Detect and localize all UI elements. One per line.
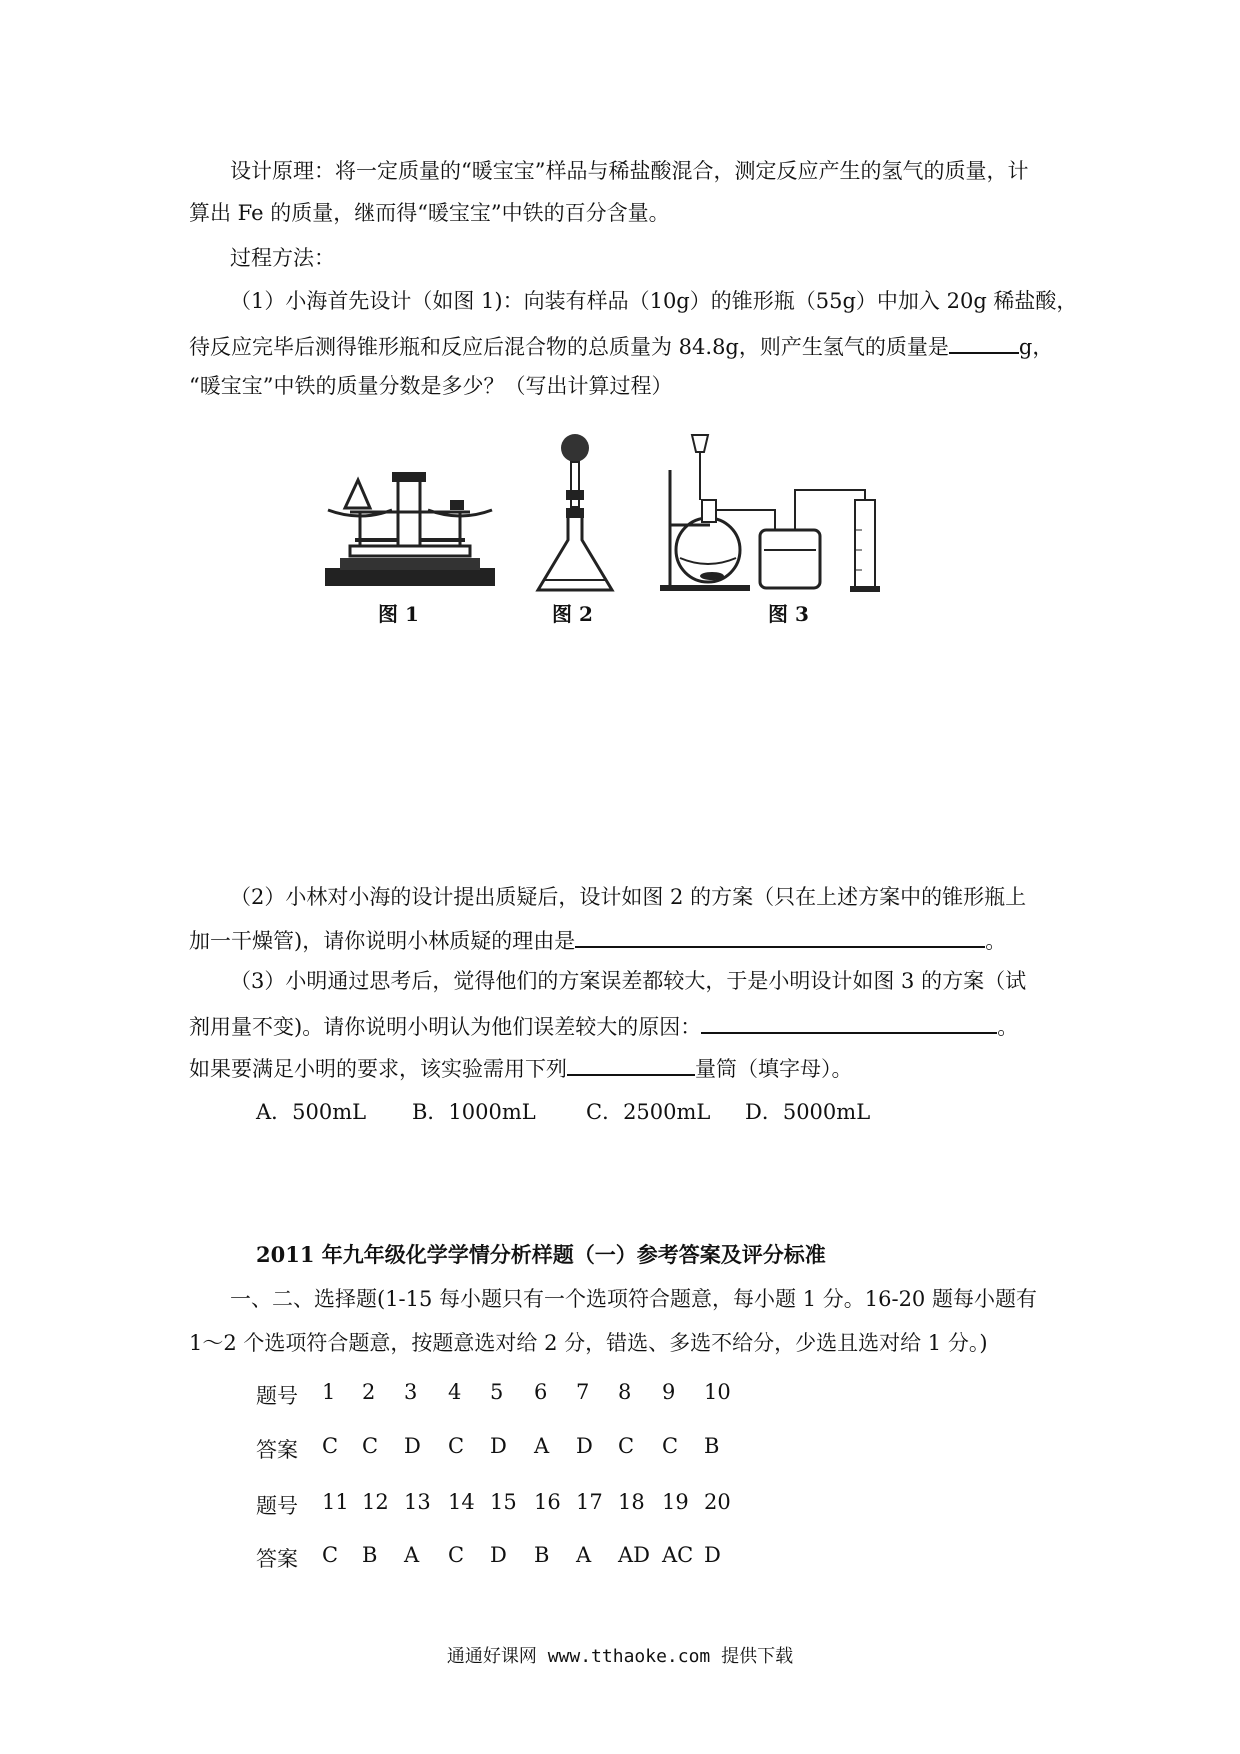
answer-cell: 8 bbox=[618, 1380, 632, 1404]
answer-row-label: 答案 bbox=[256, 1547, 298, 1571]
answer-cell: D bbox=[704, 1543, 721, 1567]
answer-cell: 1 bbox=[322, 1380, 336, 1404]
question-1-line-2 bbox=[189, 330, 1053, 362]
answer-cell: 16 bbox=[534, 1490, 561, 1514]
principle-line-1: 设计原理：将一定质量的“暖宝宝”样品与稀盐酸混合，测定反应产生的氢气的质量，计 bbox=[230, 159, 1029, 183]
answer-cell: B bbox=[534, 1543, 550, 1567]
answer-cell: A bbox=[404, 1543, 420, 1567]
question-3-line-2 bbox=[189, 1010, 1018, 1042]
principle-line-2: 算出 Fe 的质量，继而得“暖宝宝”中铁的百分含量。 bbox=[189, 201, 670, 225]
answer-cell: 7 bbox=[576, 1380, 590, 1404]
answer-cell: D bbox=[490, 1434, 507, 1458]
gas-apparatus-figure bbox=[660, 430, 885, 595]
answer-cell: C bbox=[618, 1434, 635, 1458]
answer-cell: D bbox=[404, 1434, 421, 1458]
cylinder-choice-blank[interactable] bbox=[567, 1052, 695, 1076]
question-1-line-1: （1）小海首先设计（如图 1)：向装有样品（10g）的锥形瓶（55g）中加入 20g 稀盐酸， bbox=[230, 289, 1078, 313]
answer-cell: 17 bbox=[576, 1490, 603, 1514]
answer-cell: B bbox=[362, 1543, 378, 1567]
flask-drying-tube-figure bbox=[530, 430, 620, 595]
answer-cell: A bbox=[576, 1543, 592, 1567]
answer-cell: 11 bbox=[322, 1490, 349, 1514]
footer-credit: 通通好课网 www.tthaoke.com 提供下载 bbox=[446, 1646, 794, 1667]
answer-cell: C bbox=[322, 1434, 339, 1458]
option-b: B．1000mL bbox=[412, 1100, 536, 1124]
answer-cell: D bbox=[490, 1543, 507, 1567]
balance-figure bbox=[320, 450, 500, 590]
answer-cell: AC bbox=[662, 1543, 694, 1567]
question-2-line-2 bbox=[189, 924, 1006, 956]
answer-cell: AD bbox=[618, 1543, 651, 1567]
answer-row-label: 答案 bbox=[256, 1438, 298, 1462]
question-2-text: 加一干燥管)，请你说明小林质疑的理由是 bbox=[189, 929, 576, 953]
answer-intro-line-1: 一、二、选择题(1-15 每小题只有一个选项符合题意，每小题 1 分。16-20 题每小题有 bbox=[230, 1287, 1037, 1311]
question-3-text: 剂用量不变)。请你说明小明认为他们误差较大的原因： bbox=[189, 1015, 702, 1039]
answer-cell: C bbox=[662, 1434, 679, 1458]
question-1-line-3: “暖宝宝”中铁的质量分数是多少？（写出计算过程） bbox=[189, 374, 673, 398]
question-2-line-1: （2）小林对小海的设计提出质疑后，设计如图 2 的方案（只在上述方案中的锥形瓶上 bbox=[230, 885, 1027, 909]
linlin-reason-blank[interactable] bbox=[575, 924, 985, 948]
answer-cell: C bbox=[448, 1543, 465, 1567]
question-3-line-1: （3）小明通过思考后，觉得他们的方案误差都较大，于是小明设计如图 3 的方案（试 bbox=[230, 969, 1027, 993]
answer-row-label: 题号 bbox=[256, 1494, 298, 1518]
option-a: A．500mL bbox=[256, 1100, 367, 1124]
question-3-line-3 bbox=[189, 1052, 853, 1084]
answer-cell: C bbox=[448, 1434, 465, 1458]
answer-row-label: 题号 bbox=[256, 1384, 298, 1408]
question-3-choice-text: 如果要满足小明的要求，该实验需用下列 bbox=[189, 1057, 567, 1081]
question-3-end: 。 bbox=[997, 1015, 1019, 1039]
answer-cell: 19 bbox=[662, 1490, 689, 1514]
answer-cell: 6 bbox=[534, 1380, 548, 1404]
answer-cell: 2 bbox=[362, 1380, 376, 1404]
figure-3-caption: 图 3 bbox=[768, 602, 809, 626]
answer-intro-line-2: 1～2 个选项符合题意，按题意选对给 2 分，错选、多选不给分，少选且选对给 1 分。) bbox=[189, 1331, 988, 1355]
question-1-unit: g， bbox=[1018, 335, 1054, 359]
answer-cell: 13 bbox=[404, 1490, 431, 1514]
answer-cell: 5 bbox=[490, 1380, 504, 1404]
answer-cell: C bbox=[322, 1543, 339, 1567]
figure-2-caption: 图 2 bbox=[552, 602, 593, 626]
answer-cell: A bbox=[534, 1434, 550, 1458]
answer-cell: D bbox=[576, 1434, 593, 1458]
answer-cell: 4 bbox=[448, 1380, 462, 1404]
answer-cell: 3 bbox=[404, 1380, 418, 1404]
answer-cell: 15 bbox=[490, 1490, 517, 1514]
answer-cell: 18 bbox=[618, 1490, 645, 1514]
answer-cell: 10 bbox=[704, 1380, 731, 1404]
option-d: D．5000mL bbox=[745, 1100, 871, 1124]
error-reason-blank[interactable] bbox=[701, 1010, 997, 1034]
question-2-end: 。 bbox=[985, 929, 1007, 953]
answer-key-title: 2011 年九年级化学学情分析样题（一）参考答案及评分标准 bbox=[256, 1242, 826, 1267]
answer-cell: 14 bbox=[448, 1490, 475, 1514]
answer-cell: 9 bbox=[662, 1380, 676, 1404]
hydrogen-mass-blank[interactable] bbox=[949, 330, 1019, 354]
answer-cell: C bbox=[362, 1434, 379, 1458]
option-c: C．2500mL bbox=[586, 1100, 711, 1124]
answer-cell: 20 bbox=[704, 1490, 731, 1514]
answer-cell: B bbox=[704, 1434, 720, 1458]
question-3-choice-end: 量筒（填字母）。 bbox=[695, 1057, 853, 1081]
answer-cell: 12 bbox=[362, 1490, 389, 1514]
question-1-text: 待反应完毕后测得锥形瓶和反应后混合物的总质量为 84.8g，则产生氢气的质量是 bbox=[189, 335, 949, 359]
method-label: 过程方法： bbox=[230, 246, 335, 270]
figure-1-caption: 图 1 bbox=[378, 602, 419, 626]
